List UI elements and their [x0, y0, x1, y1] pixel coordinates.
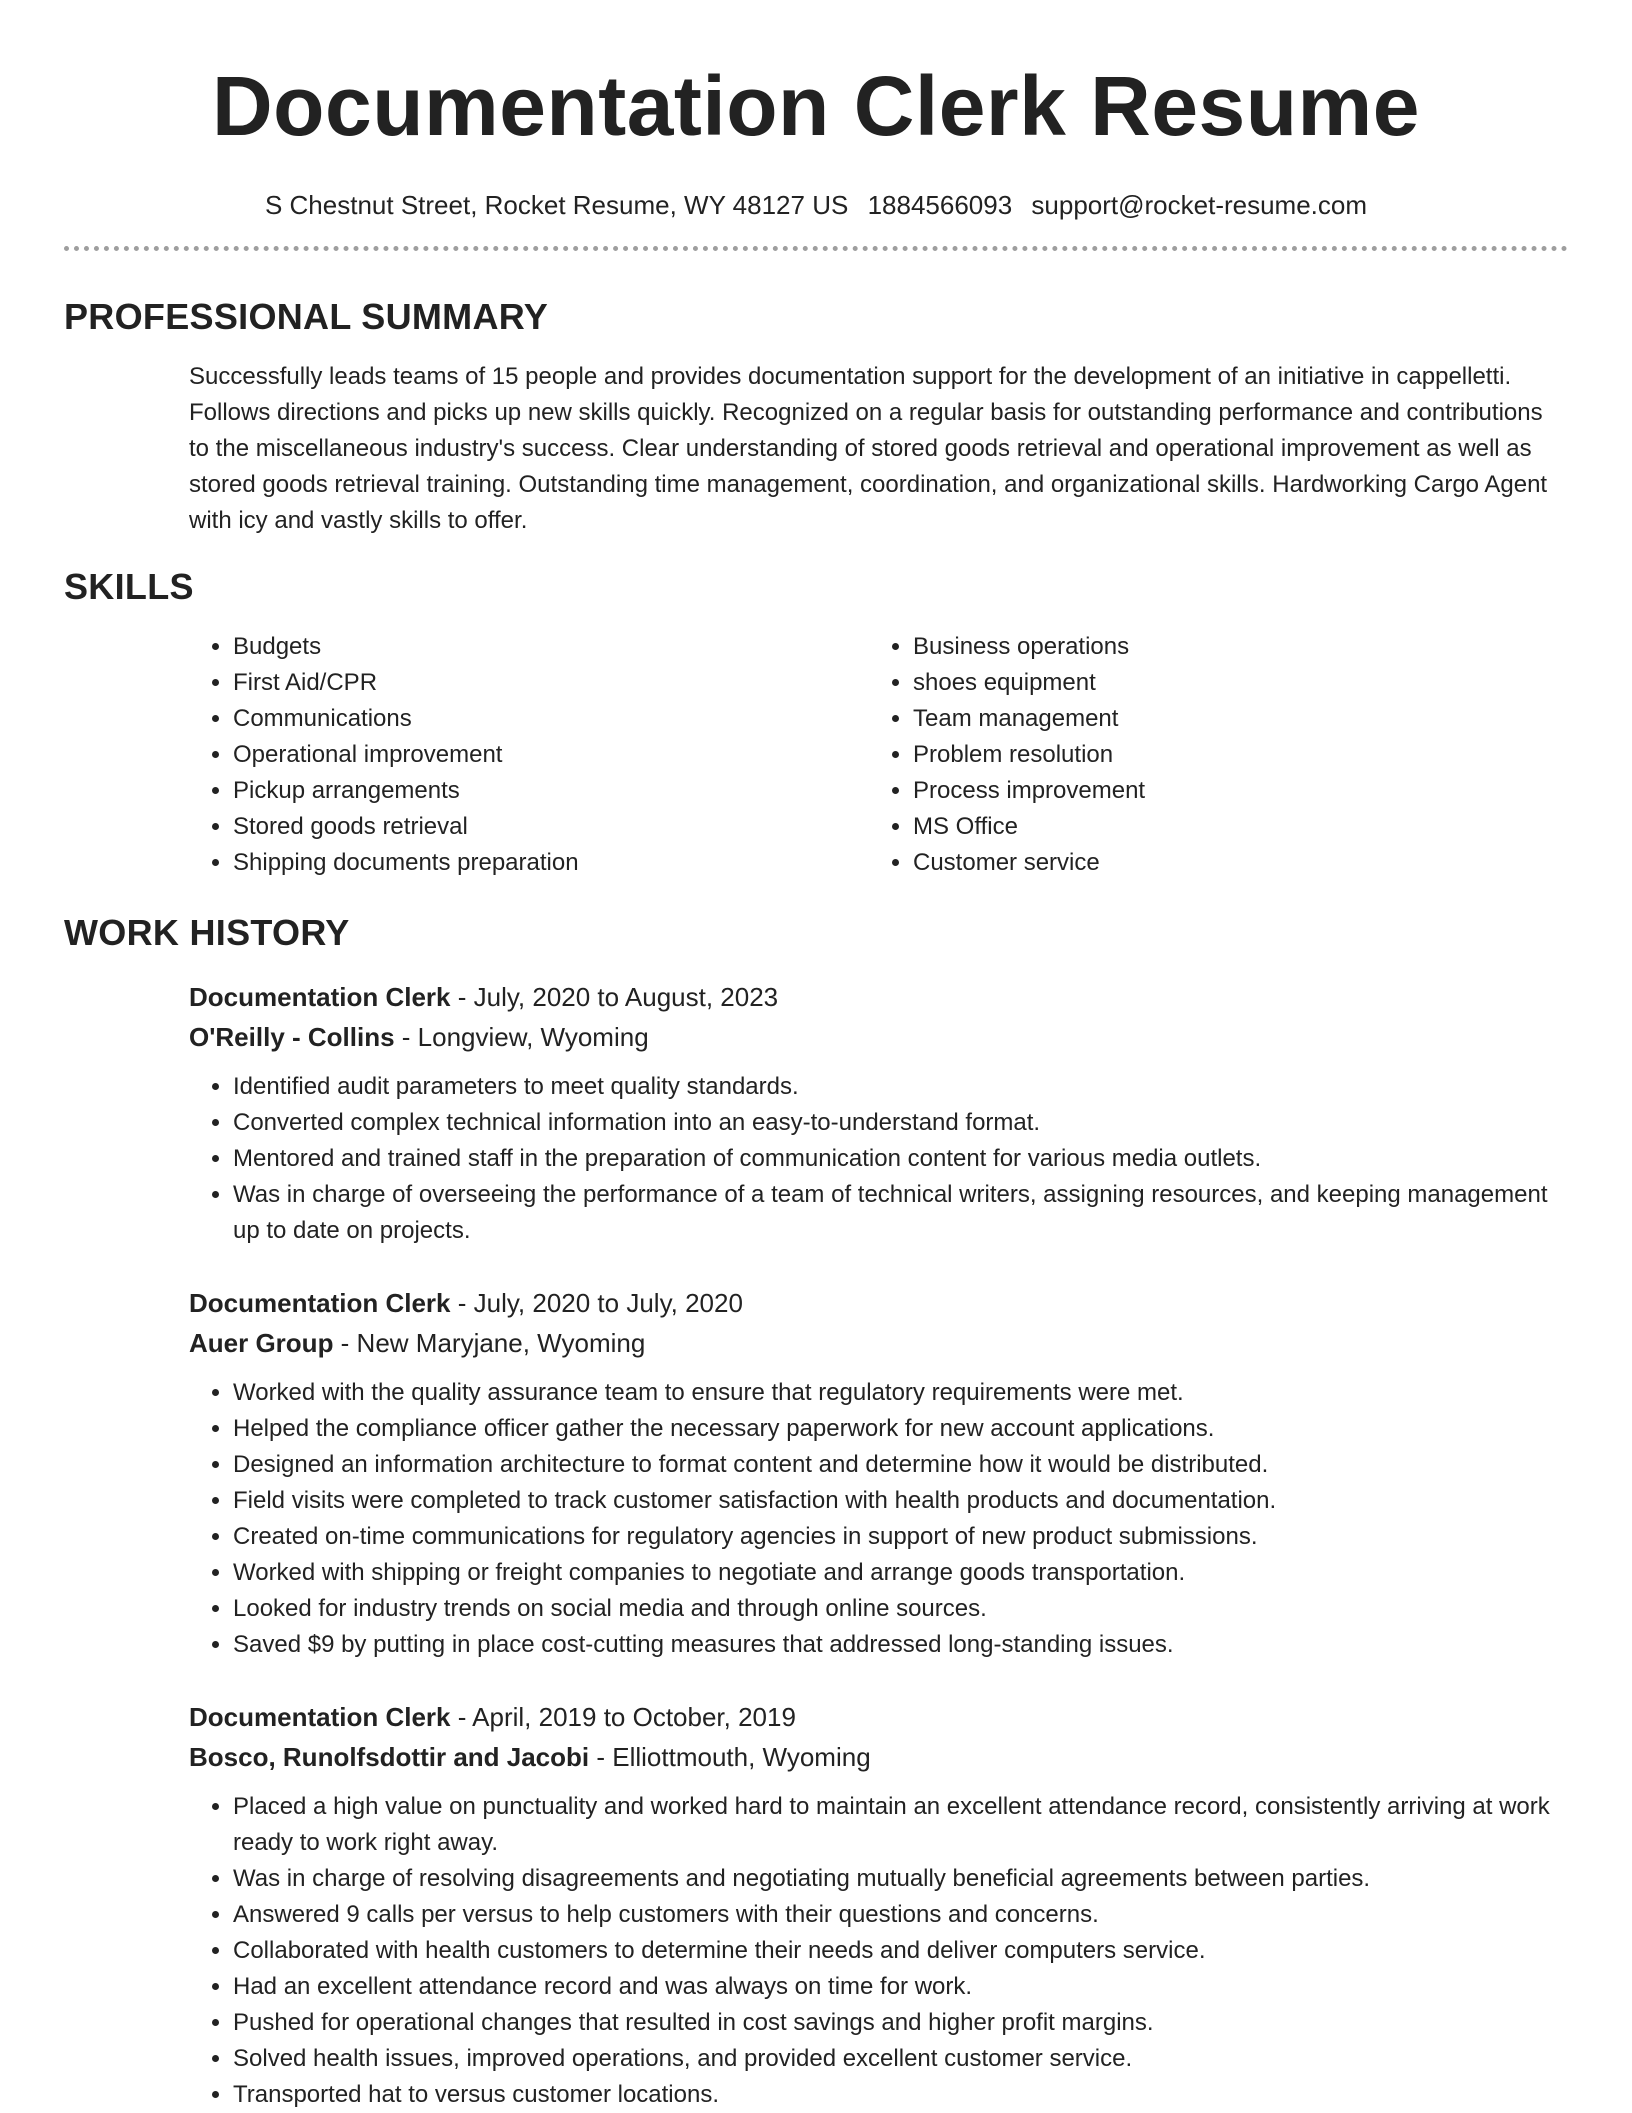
summary-text: Successfully leads teams of 15 people and provides documentation support for the development of an initiative in cappelletti. Follows directions and picks up new skills quickly. Recognized on a regular basis for outstanding performance and contributions to the miscellaneous industry's success. Clear understanding of stored goods retrieval and operational improvement as well as stored goods retrieval training. Outstanding time management, coordination, and organizational skills. Hardworking Cargo Agent with icy and vastly skills to offer.	[189, 363, 1548, 534]
job-bullets	[189, 1375, 1568, 1663]
job-company: O'Reilly - Collins	[189, 1022, 395, 1052]
skill-item: • Business operations	[913, 629, 1549, 665]
contact-line	[64, 188, 1568, 222]
job-bullet: • Looked for industry trends on social media and through online sources.	[233, 1591, 1568, 1627]
job-location: - Elliottmouth, Wyoming	[589, 1742, 871, 1772]
skills-column-left	[189, 629, 869, 881]
job-role: Documentation Clerk	[189, 1288, 451, 1318]
job-bullet: • Designed an information architecture to format content and determine how it would be distributed.	[233, 1447, 1568, 1483]
job-bullet: • Mentored and trained staff in the preparation of communication content for various media outlets.	[233, 1141, 1568, 1177]
job-company-line	[189, 1323, 1568, 1363]
contact-email: support@rocket-resume.com	[1031, 190, 1368, 220]
job-dates: - July, 2020 to July, 2020	[450, 1288, 743, 1318]
summary-heading: PROFESSIONAL SUMMARY	[64, 296, 549, 337]
job-bullet: • Was in charge of resolving disagreements and negotiating mutually beneficial agreements between parties.	[233, 1861, 1568, 1897]
skill-item: • Communications	[233, 701, 869, 737]
job-bullet: • Placed a high value on punctuality and worked hard to maintain an excellent attendance record, consistently arriving at work ready to work right away.	[233, 1789, 1568, 1861]
skill-item: • Team management	[913, 701, 1549, 737]
skill-item: • shoes equipment	[913, 665, 1549, 701]
contact-address: S Chestnut Street, Rocket Resume, WY 48127 US	[264, 190, 849, 220]
skill-item: • Problem resolution	[913, 737, 1549, 773]
job-entry	[189, 977, 1568, 1249]
skill-item: • First Aid/CPR	[233, 665, 869, 701]
job-entry	[189, 1283, 1568, 1663]
job-bullet: • Created on-time communications for regulatory agencies in support of new product submissions.	[233, 1519, 1568, 1555]
job-bullet: • Helped the compliance officer gather the necessary paperwork for new account applications.	[233, 1411, 1568, 1447]
job-bullet: • Pushed for operational changes that resulted in cost savings and higher profit margins.	[233, 2005, 1568, 2041]
header-divider	[64, 246, 1568, 251]
job-bullets	[189, 1069, 1568, 1249]
job-company: Bosco, Runolfsdottir and Jacobi	[189, 1742, 590, 1772]
job-bullet: • Worked with the quality assurance team to ensure that regulatory requirements were met.	[233, 1375, 1568, 1411]
skill-item: • Customer service	[913, 845, 1549, 881]
job-title-line	[189, 1283, 1568, 1323]
job-bullet: • Converted complex technical information into an easy-to-understand format.	[233, 1105, 1568, 1141]
job-bullets	[189, 1789, 1568, 2113]
job-title-line	[189, 1697, 1568, 1737]
job-company-line	[189, 1017, 1568, 1057]
job-bullet: • Saved $9 by putting in place cost-cutting measures that addressed long-standing issues.	[233, 1627, 1568, 1663]
job-bullet: • Field visits were completed to track customer satisfaction with health products and documentation.	[233, 1483, 1568, 1519]
resume-title: Documentation Clerk Resume	[212, 59, 1420, 153]
job-title-line	[189, 977, 1568, 1017]
work-history-heading: WORK HISTORY	[64, 912, 350, 953]
skills-list	[189, 629, 1568, 881]
skill-item: • Budgets	[233, 629, 869, 665]
resume-page	[64, 0, 1568, 2113]
job-bullet: • Solved health issues, improved operations, and provided excellent customer service.	[233, 2041, 1568, 2077]
skill-item: • MS Office	[913, 809, 1549, 845]
contact-phone: 1884566093	[867, 190, 1013, 220]
job-role: Documentation Clerk	[189, 1702, 451, 1732]
job-company-line	[189, 1737, 1568, 1777]
job-dates: - July, 2020 to August, 2023	[450, 982, 779, 1012]
job-bullet: • Identified audit parameters to meet quality standards.	[233, 1069, 1568, 1105]
job-bullet: • Had an excellent attendance record and was always on time for work.	[233, 1969, 1568, 2005]
job-bullet: • Transported hat to versus customer locations.	[233, 2077, 1568, 2113]
job-entry	[189, 1697, 1568, 2113]
skill-item: • Stored goods retrieval	[233, 809, 869, 845]
skills-column-right	[869, 629, 1549, 881]
skill-item: • Shipping documents preparation	[233, 845, 869, 881]
skill-item: • Operational improvement	[233, 737, 869, 773]
job-location: - Longview, Wyoming	[394, 1022, 649, 1052]
job-bullet: • Was in charge of overseeing the performance of a team of technical writers, assigning resources, and keeping management up to date on projects.	[233, 1177, 1568, 1249]
job-location: - New Maryjane, Wyoming	[333, 1328, 646, 1358]
skills-heading: SKILLS	[64, 566, 194, 607]
job-company: Auer Group	[189, 1328, 334, 1358]
job-dates: - April, 2019 to October, 2019	[450, 1702, 796, 1732]
job-role: Documentation Clerk	[189, 982, 451, 1012]
skill-item: • Process improvement	[913, 773, 1549, 809]
job-bullet: • Answered 9 calls per versus to help customers with their questions and concerns.	[233, 1897, 1568, 1933]
job-bullet: • Worked with shipping or freight companies to negotiate and arrange goods transportation.	[233, 1555, 1568, 1591]
job-bullet: • Collaborated with health customers to determine their needs and deliver computers service.	[233, 1933, 1568, 1969]
skill-item: • Pickup arrangements	[233, 773, 869, 809]
